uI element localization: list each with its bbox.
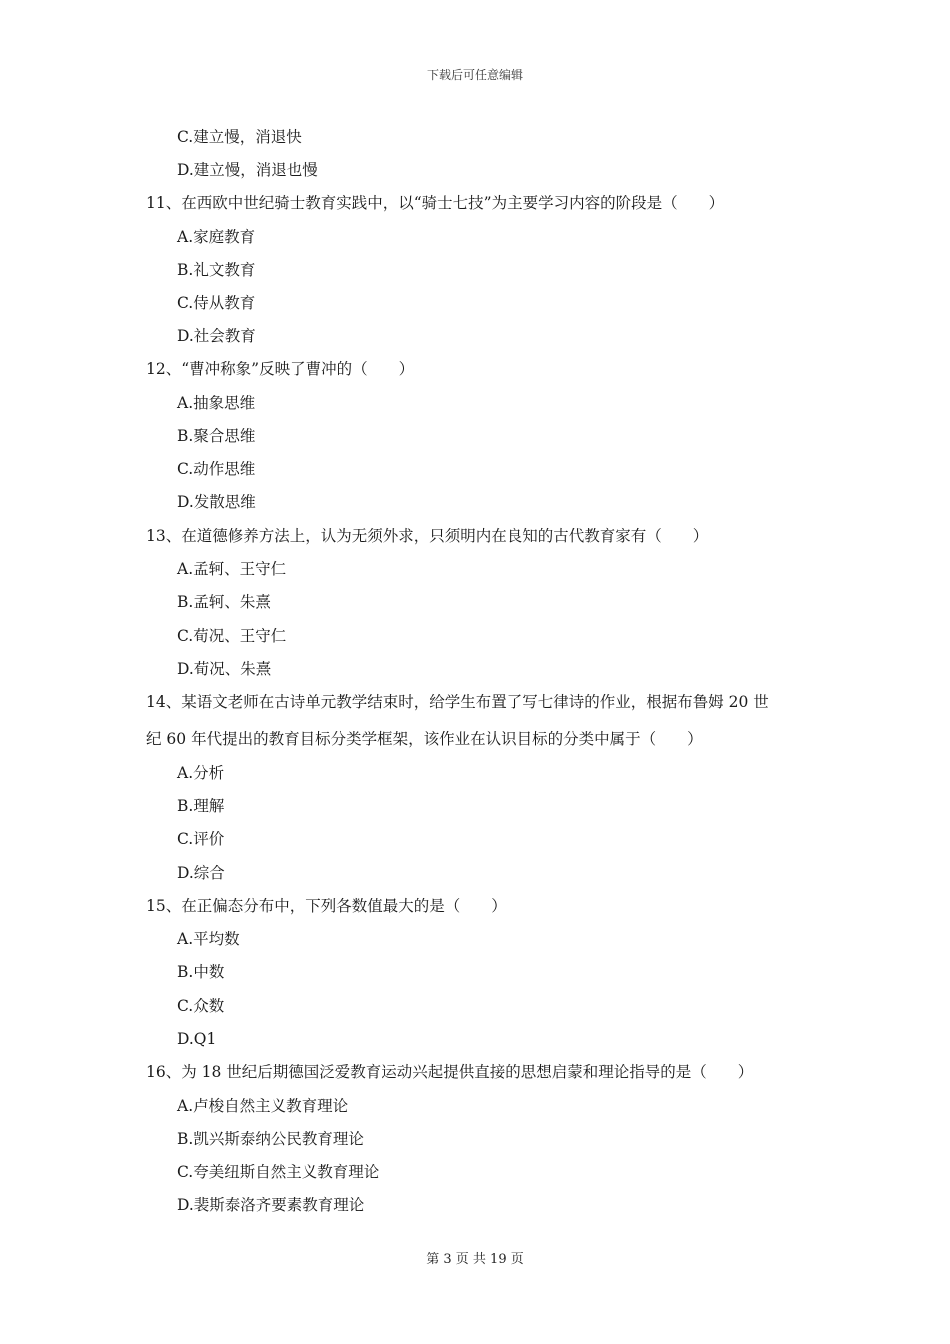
option: D.Q1 xyxy=(177,1030,217,1048)
question-13: 13、在道德修养方法上，认为无须外求，只须明内在良知的古代教育家有（ ） xyxy=(146,527,709,545)
page-footer: 第 3 页 共 19 页 xyxy=(426,1252,524,1267)
question-15: 15、在正偏态分布中，下列各数值最大的是（ ） xyxy=(146,897,507,915)
option: C.动作思维 xyxy=(177,460,256,478)
option: B.凯兴斯泰纳公民教育理论 xyxy=(177,1130,364,1148)
option: C.荀况、王守仁 xyxy=(177,627,287,645)
option: C.侍从教育 xyxy=(177,294,256,312)
option: D.发散思维 xyxy=(177,493,256,511)
option: A.分析 xyxy=(177,764,225,782)
option: D.社会教育 xyxy=(177,327,256,345)
question-16: 16、为 18 世纪后期德国泛爱教育运动兴起提供直接的思想启蒙和理论指导的是（ ） xyxy=(146,1063,754,1081)
option: A.孟轲、王守仁 xyxy=(177,560,287,578)
option: B.孟轲、朱熹 xyxy=(177,593,271,611)
question-14-cont: 纪 60 年代提出的教育目标分类学框架，该作业在认识目标的分类中属于（ ） xyxy=(146,730,703,748)
option: C.众数 xyxy=(177,997,225,1015)
option: C.夸美纽斯自然主义教育理论 xyxy=(177,1163,380,1181)
option: D.裴斯泰洛齐要素教育理论 xyxy=(177,1196,365,1214)
option: B.礼文教育 xyxy=(177,261,256,279)
option: A.家庭教育 xyxy=(177,228,256,246)
option: A.卢梭自然主义教育理论 xyxy=(177,1097,349,1115)
option: D.荀况、朱熹 xyxy=(177,660,272,678)
option: B.聚合思维 xyxy=(177,427,256,445)
question-14: 14、某语文老师在古诗单元教学结束时，给学生布置了写七律诗的作业，根据布鲁姆 20 世 xyxy=(146,693,769,711)
option: B.理解 xyxy=(177,797,225,815)
option: A.抽象思维 xyxy=(177,394,256,412)
page-header: 下载后可任意编辑 xyxy=(426,68,523,82)
option: C.评价 xyxy=(177,830,225,848)
option: D.综合 xyxy=(177,864,225,882)
question-11: 11、在西欧中世纪骑士教育实践中，以“骑士七技”为主要学习内容的阶段是（ ） xyxy=(146,194,725,212)
option: C.建立慢，消退快 xyxy=(177,128,302,146)
question-12: 12、“曹冲称象”反映了曹冲的（ ） xyxy=(146,360,415,378)
option: B.中数 xyxy=(177,963,225,981)
option: A.平均数 xyxy=(177,930,240,948)
option: D.建立慢，消退也慢 xyxy=(177,161,318,179)
